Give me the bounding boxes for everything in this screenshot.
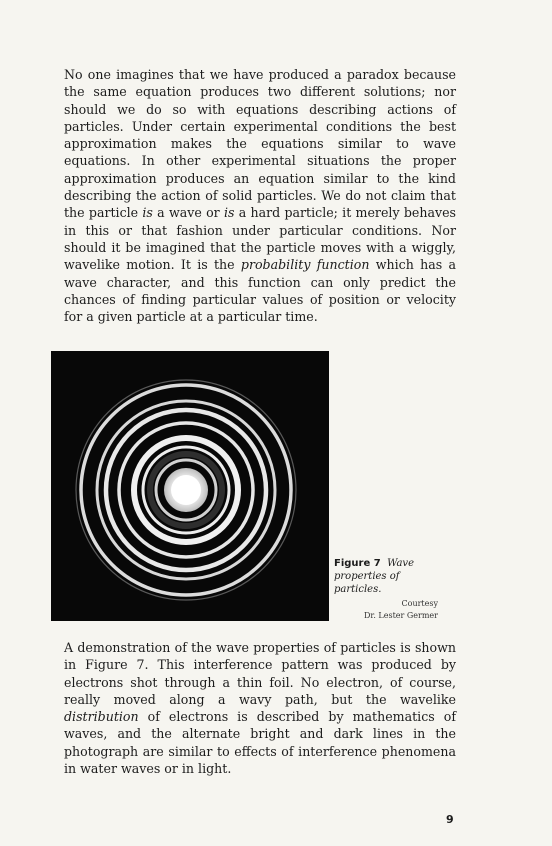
figure-caption xyxy=(334,557,438,596)
figure-label: Figure 7 xyxy=(334,558,381,569)
italic-is: is xyxy=(223,205,235,221)
page-number: 9 xyxy=(446,813,454,826)
text-run: a hard particle; it merely behaves in this or that fashion under particular conditions. Nor should it be imagined that the particle moves with a wiggly, wavelike motion. It is the xyxy=(64,205,456,273)
text-run: A demonstration of the wave properties of particles is shown in Figure 7. This interference pattern was produced by electrons shot through a thin foil. No electron, of course, really moved along a wavy path, but the wavelike xyxy=(64,640,456,707)
italic-probability-function: probability function xyxy=(240,257,370,273)
text-run: of electrons is described by mathematics of waves, and the alternate bright and dark lines in the photograph are similar to effects of interference phenomena in water waves or in light. xyxy=(64,709,456,777)
text-run: a wave or xyxy=(152,205,224,221)
italic-distribution: distribution xyxy=(64,709,139,725)
text-run: which has a wave character, and this function can only predict the chances of finding particular values of position or velocity for a given particle at a particular time. xyxy=(64,257,456,325)
figure-credit-name: Dr. Lester Germer xyxy=(363,611,438,620)
figure-title: Wave properties of particles. xyxy=(334,558,415,595)
text-run: No one imagines that we have produced a paradox because the same equation produces two different solutions; nor should we do so with equations describing actions of particles. Under certain experimental conditions the best approximation makes the equations similar to wave equations. In other experimental situations the proper approximation produces an equation similar to the kind describing the action of solid particles. We do not claim that the particle xyxy=(64,67,456,221)
body-paragraph-1 xyxy=(64,66,456,325)
italic-is: is xyxy=(142,205,153,221)
interference-pattern-photo xyxy=(51,351,329,621)
body-paragraph-2 xyxy=(64,639,456,777)
diffraction-rings-image xyxy=(51,351,329,621)
figure-credit-courtesy: Courtesy xyxy=(401,599,438,608)
